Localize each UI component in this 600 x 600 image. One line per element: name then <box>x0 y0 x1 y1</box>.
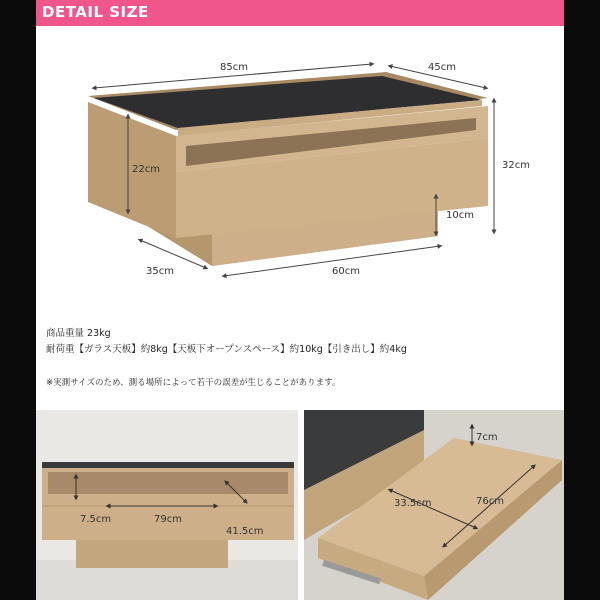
base-depth-label: 35cm <box>146 266 174 277</box>
photo-left-depth-label: 7.5cm <box>80 514 112 525</box>
weight-text: 商品重量 23kg <box>46 328 111 339</box>
photo-drawer-illustration <box>304 410 564 600</box>
header-title: DETAIL SIZE <box>42 3 149 21</box>
content-area <box>36 26 564 600</box>
photo-glass <box>42 462 294 468</box>
measurement-note: ※実測サイズのため、測る場所によって若干の誤差が生じることがあります。 <box>46 378 341 388</box>
photo-left-height-label: 41.5cm <box>226 526 264 537</box>
photo-right-height-label: 7cm <box>476 432 498 443</box>
photo-right-width-label: 33.5cm <box>394 498 432 509</box>
header-bar <box>36 0 564 26</box>
right-frame <box>564 0 600 600</box>
left-frame <box>0 0 36 600</box>
photo-table-front <box>36 410 298 600</box>
photo-right-depth-label: 76cm <box>476 496 504 507</box>
shelf-height-label: 22cm <box>132 164 160 175</box>
base-height-label: 10cm <box>446 210 474 221</box>
table-dimension-diagram <box>36 26 564 316</box>
photo-drawer <box>304 410 564 600</box>
load-text: 耐荷重【ガラス天板】約8kg【天板下オープンスペース】約10kg【引き出し】約4kg <box>46 344 407 355</box>
photo-table-front-illustration <box>36 410 298 600</box>
photo-shelf <box>48 472 288 494</box>
width-label: 85cm <box>220 62 248 73</box>
photo-left-width-label: 79cm <box>154 514 182 525</box>
photo-base <box>76 538 228 568</box>
total-height-label: 32cm <box>502 160 530 171</box>
spec-text <box>46 326 407 358</box>
base-width-label: 60cm <box>332 266 360 277</box>
depth-label: 45cm <box>428 62 456 73</box>
